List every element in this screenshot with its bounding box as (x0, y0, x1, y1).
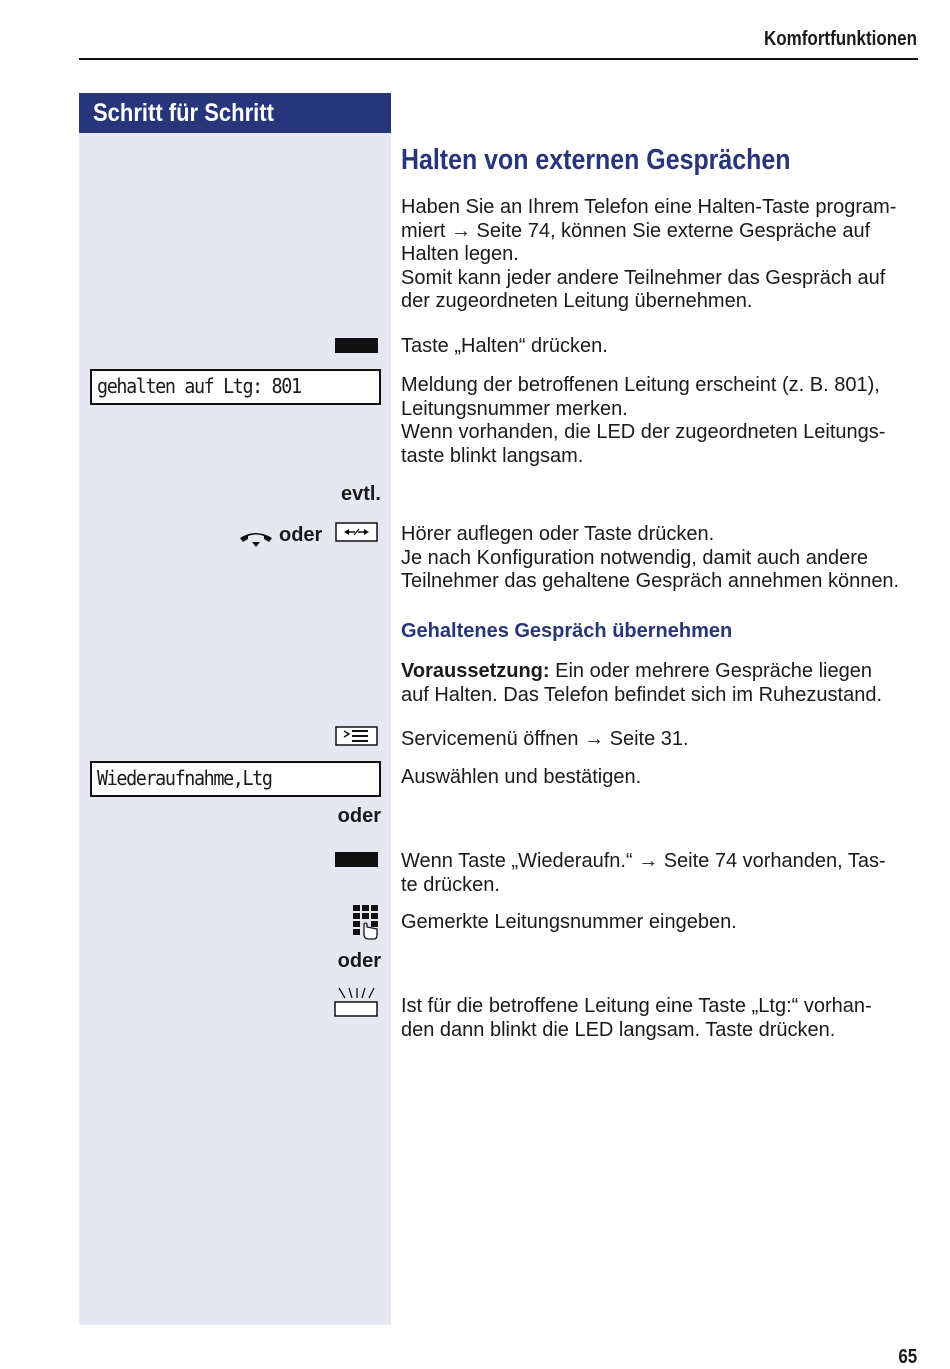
step-select-confirm: Auswählen und bestätigen. (401, 766, 642, 788)
step-hang-up: Hörer auflegen oder Taste drücken. Je nach Konfiguration notwendig, damit auch andere Teilnehmer das gehaltene Gespräch annehmen können. (401, 523, 900, 592)
section-subtitle: Gehaltenes Gespräch übernehmen (401, 620, 733, 642)
step-resume-key: Wenn Taste „Wiederaufn.“ → Seite 74 vorhanden, Tas- te drücken. (401, 850, 886, 896)
header-rule (79, 58, 918, 60)
step-column-header (79, 93, 391, 133)
intro-paragraph: Haben Sie an Ihrem Telefon eine Halten-Taste program- miert → Seite 74, können Sie externe Gespräche auf Halten legen. Somit kann jeder andere Teilnehmer das Gespräch auf der zugeordneten Leitung übernehmen. (401, 196, 897, 312)
release-key-icon[interactable] (335, 522, 378, 542)
label-or-3: oder (337, 950, 381, 972)
step-line-message: Meldung der betroffenen Leitung erscheint (z. B. 801), Leitungsnummer merken. Wenn vorhanden, die LED der zugeordneten Leitungs- taste blinkt langsam. (401, 374, 886, 467)
hold-key-icon[interactable] (335, 338, 378, 353)
step-hold-key: Taste „Halten“ drücken. (401, 335, 608, 357)
service-menu-key-icon[interactable] (335, 726, 378, 746)
prerequisite: Voraussetzung: Ein oder mehrere Gespräche liegen auf Halten. Das Telefon befindet sich im Ruhezustand. (401, 660, 883, 706)
prerequisite-label: Voraussetzung: (401, 660, 550, 682)
display-resume-line[interactable]: Wiederaufnahme,Ltg (90, 761, 381, 797)
resume-key-icon[interactable] (335, 852, 378, 867)
handset-hang-up-icon[interactable] (238, 528, 274, 550)
step-column-title: Schritt für Schritt (93, 99, 274, 127)
label-optional: evtl. (340, 483, 381, 505)
label-or-2: oder (337, 805, 381, 827)
display-held-line: gehalten auf Ltg: 801 (90, 369, 381, 405)
label-or-1: oder (279, 524, 323, 546)
page-title: Halten von externen Gesprächen (401, 144, 791, 176)
step-column (79, 93, 391, 1325)
keypad-icon[interactable] (352, 904, 380, 940)
step-service-menu: Servicemenü öffnen → Seite 31. (401, 728, 689, 750)
section-header: Komfortfunktionen (764, 28, 917, 50)
step-enter-line: Gemerkte Leitungsnummer eingeben. (401, 911, 737, 933)
step-line-key: Ist für die betroffene Leitung eine Taste „Ltg:“ vorhan- den dann blinkt die LED langsam. Taste drücken. (401, 995, 872, 1041)
blinking-led-key-icon[interactable] (334, 986, 379, 1018)
page-number: 65 (898, 1346, 917, 1368)
